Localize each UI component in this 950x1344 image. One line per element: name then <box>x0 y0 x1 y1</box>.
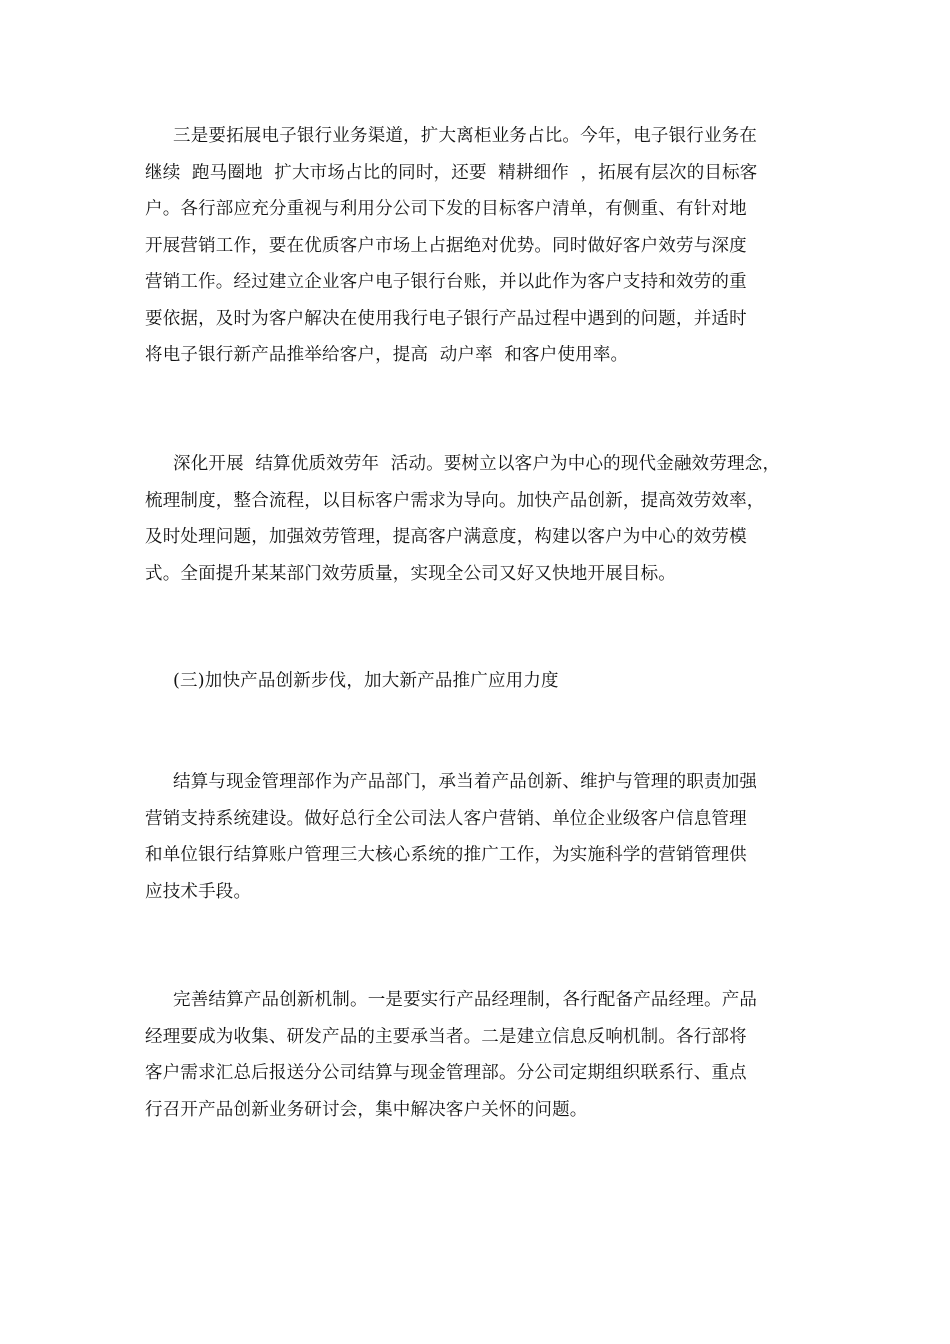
text-line: 应技术手段。 <box>145 881 252 902</box>
text-line: 行召开产品创新业务研讨会，集中解决客户关怀的问题。 <box>145 1099 588 1120</box>
section-heading <box>145 663 817 700</box>
text-line: 式。全面提升某某部门效劳质量，实现全公司又好又快地开展目标。 <box>145 563 676 584</box>
text-line: 梳理制度，整合流程，以目标客户需求为导向。加快产品创新，提高效劳效率， <box>145 490 765 511</box>
text-line: (三)加快产品创新步伐，加大新产品推广应用力度 <box>173 671 559 691</box>
text-line: 继续 跑马圈地 扩大市场占比的同时，还要 精耕细作 ，拓展有层次的目标客 <box>145 162 758 183</box>
text-line: 深化开展 结算优质效劳年 活动。要树立以客户为中心的现代金融效劳理念， <box>173 454 781 474</box>
text-line: 客户需求汇总后报送分公司结算与现金管理部。分公司定期组织联系行、重点 <box>145 1063 747 1083</box>
text-line: 将电子银行新产品推举给客户，提高 动户率 和客户使用率。 <box>145 345 629 365</box>
paragraph-ebank-channels <box>145 118 817 374</box>
text-line: 要依据，及时为客户解决在使用我行电子银行产品过程中遇到的问题，并适时 <box>145 308 747 329</box>
text-line: 结算与现金管理部作为产品部门，承当着产品创新、维护与管理的职责加强 <box>173 772 758 792</box>
text-line: 营销工作。经过建立企业客户电子银行台账，并以此作为客户支持和效劳的重 <box>145 272 747 292</box>
text-line: 和单位银行结算账户管理三大核心系统的推广工作，为实施科学的营销管理供 <box>145 845 747 865</box>
paragraph-service-year <box>145 446 817 592</box>
text-line: 户。各行部应充分重视与利用分公司下发的目标客户清单，有侧重、有针对地 <box>145 199 747 219</box>
paragraph-innovation-mechanism <box>145 982 817 1128</box>
text-line: 营销支持系统建设。做好总行全公司法人客户营销、单位企业级客户信息管理 <box>145 808 747 829</box>
text-line: 开展营销工作，要在优质客户市场上占据绝对优势。同时做好客户效劳与深度 <box>145 235 747 256</box>
text-line: 经理要成为收集、研发产品的主要承当者。二是建立信息反响机制。各行部将 <box>145 1026 747 1047</box>
text-line: 三是要拓展电子银行业务渠道，扩大离柜业务占比。今年，电子银行业务在 <box>173 126 758 146</box>
text-line: 及时处理问题，加强效劳管理，提高客户满意度，构建以客户为中心的效劳模 <box>145 527 747 547</box>
text-line: 完善结算产品创新机制。一是要实行产品经理制，各行配备产品经理。产品 <box>173 990 758 1010</box>
paragraph-product-department <box>145 764 817 910</box>
